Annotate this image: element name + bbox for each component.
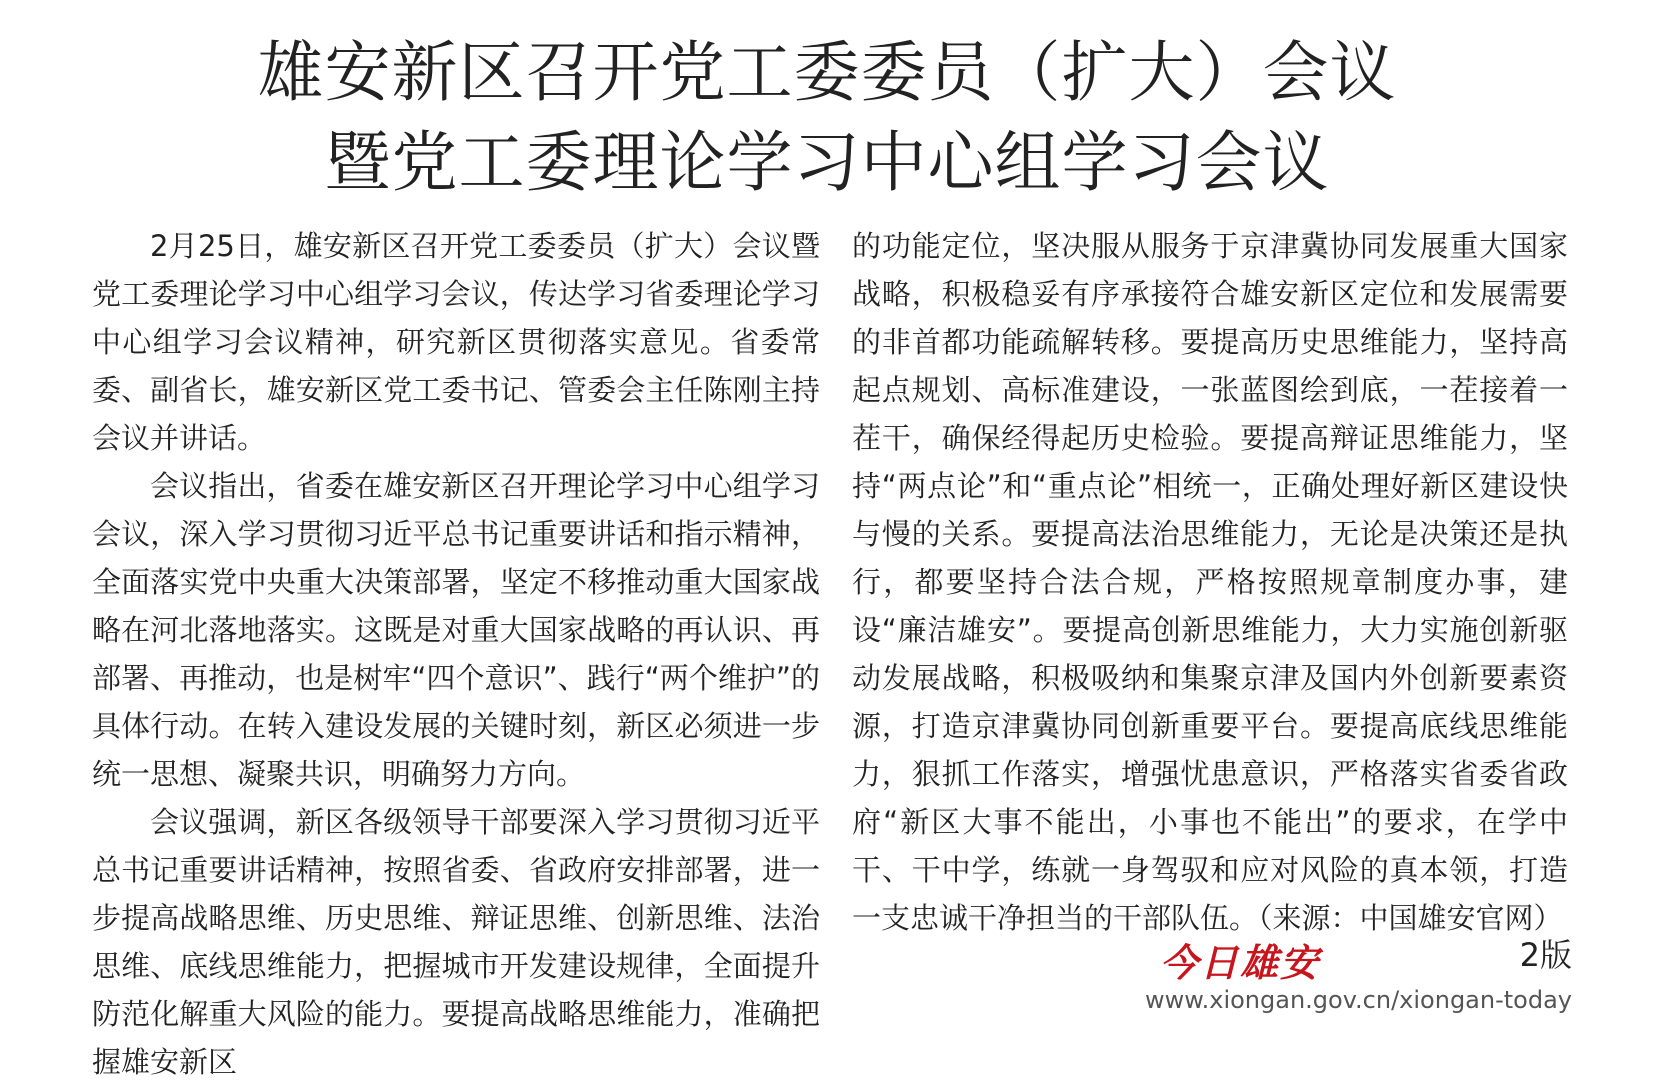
article-paragraph-1: 2月25日，雄安新区召开党工委委员（扩大）会议暨党工委理论学习中心组学习会议，传达学习省委理论学习中心组学习会议精神，研究新区贯彻落实意见。省委常委、副省长，雄安新区党工委书记、管委会主任陈刚主持会议并讲话。 [92,229,820,455]
article-paragraph-3: 会议强调，新区各级领导干部要深入学习贯彻习近平总书记重要讲话精神，按照省委、省政府安排部署，进一步提高战略思维、历史思维、辩证思维、创新思维、法治思维、底线思维能力，把握城市开发建设规律，全面提升防范化解重大风险的能力。要提高战略思维能力，准确把握雄安新区 [92,805,820,1079]
headline-line-2: 暨党工委理论学习中心组学习会议 [324,124,1330,201]
article-paragraph-2: 会议指出，省委在雄安新区召开理论学习中心组学习会议，深入学习贯彻习近平总书记重要讲话和指示精神，全面落实党中央重大决策部署，坚定不移推动重大国家战略在河北落地落实。这既是对重大国家战略的再认识、再部署、再推动，也是树牢“四个意识”、践行“两个维护”的具体行动。在转入建设发展的关键时刻，新区必须进一步统一思想、凝聚共识，明确努力方向。 [92,469,820,791]
website-url[interactable]: www.xiongan.gov.cn/xiongan-today [1144,986,1572,1014]
headline [0,28,1654,208]
headline-line-1: 雄安新区召开党工委委员（扩大）会议 [257,34,1397,111]
article-column-right [852,222,1568,942]
publication-logo: 今日雄安 [1160,940,1321,985]
article-column-left [92,222,820,1086]
page-footer [1144,926,1572,1016]
edition-number: 2版 [1519,936,1572,974]
article-paragraph-continued: 的功能定位，坚决服从服务于京津冀协同发展重大国家战略，积极稳妥有序承接符合雄安新区定位和发展需要的非首都功能疏解转移。要提高历史思维能力，坚持高起点规划、高标准建设，一张蓝图绘到底，一茬接着一茬干，确保经得起历史检验。要提高辩证思维能力，坚持“两点论”和“重点论”相统一，正确处理好新区建设快与慢的关系。要提高法治思维能力，无论是决策还是执行，都要坚持合法合规，严格按照规章制度办事，建设“廉洁雄安”。要提高创新思维能力，大力实施创新驱动发展战略，积极吸纳和集聚京津及国内外创新要素资源，打造京津冀协同创新重要平台。要提高底线思维能力，狠抓工作落实，增强忧患意识，严格落实省委省政府“新区大事不能出，小事也不能出”的要求，在学中干、干中学，练就一身驾驭和应对风险的真本领，打造一支忠诚干净担当的干部队伍。（来源：中国雄安官网） [852,229,1568,935]
